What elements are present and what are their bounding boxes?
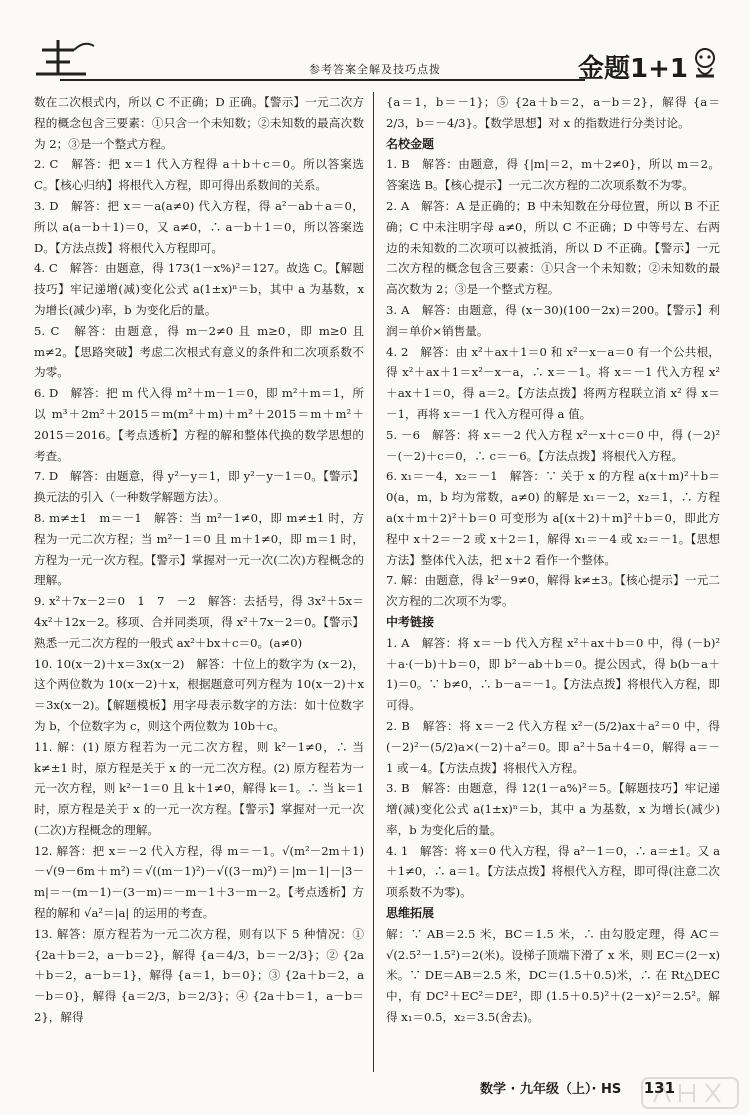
section-heading: 名校金题 <box>386 136 435 151</box>
answer-paragraph: 4. 2 解答：由 x²＋ax＋1＝0 和 x²－x－a＝0 有一个公共根，得 x²＋ax＋1＝x²－x－a，∴ x＝－1。将 x＝－1 代入方程 x²＋ax＋1＝0，得 a＝2。【方法点拨】将两方程联立消 x² 得 x＝－1，再将 x＝－1 代入方程可得 a 值。 <box>386 344 720 421</box>
answer-paragraph: 2. A 解答：A 是正确的；B 中未知数在分母位置，所以 B 不正确；C 中未注明字母 a≠0，所以 C 不正确；D 中等号左、右两边的未知数的二次项可以被抵消，所以 D 不正确。【警示】一元二次方程的概念包含三要素：①只含一个未知数；②未知数的最高次数为 2；③是一个整式方程。 <box>386 198 720 297</box>
page-header <box>0 0 750 86</box>
column-divider <box>373 92 374 1072</box>
footer-subject: 数学 · 九年级（上）· HS <box>480 1082 622 1097</box>
answer-paragraph: {a＝1，b＝－1}；⑤ {2a＋b＝2，a－b＝2}，解得 {a＝2/3，b＝－4/3}。【数学思想】对 x 的指数进行分类讨论。 <box>386 95 720 130</box>
answer-paragraph: 2. B 解答：将 x＝－2 代入方程 x²－(5/2)ax＋a²＝0 中，得 (－2)²－(5/2)a×(－2)＋a²＝0。即 a²＋5a＋4＝0，解得 a＝－1 或－4。【方法点拨】将根代入方程。 <box>386 718 720 775</box>
mascot-icon <box>690 46 720 82</box>
section-heading: 思维拓展 <box>386 906 435 921</box>
answer-paragraph: 1. A 解答：将 x＝－b 代入方程 x²＋ax＋b＝0 中，得 (－b)²＋a·(－b)＋b＝0，即 b²－ab＋b＝0。提公因式，得 b(b－a＋1)＝0。∵ b≠0，∴ b－a＝－1。【方法点拨】将根代入方程，即可得。 <box>386 635 720 713</box>
answer-paragraph: 1. B 解答：由题意，得 {|m|＝2，m＋2≠0}，所以 m＝2。答案选 B。【核心提示】一元二次方程的二次项系数不为零。 <box>386 157 720 193</box>
answer-paragraph: 10. 10(x－2)＋x＝3x(x－2) 解答：十位上的数字为 (x－2)，这个两位数为 10(x－2)＋x，根据题意可列方程为 10(x－2)＋x＝3x(x－2)。【解题模板】用字母表示数字的方法：如十位数字为 b，个位数字为 c，则这个两位数为 10b＋c。 <box>34 656 364 733</box>
answer-paragraph: 解：∵ AB＝2.5 米，BC＝1.5 米，∴ 由勾股定理，得 AC＝√(2.5²－1.5²)＝2(米)。设梯子顶端下滑了 x 米，则 EC＝(2－x)米。∵ DE＝AB＝2.5 米，DC＝(1.5＋0.5)米，∴ 在 Rt△DEC 中，有 DC²＋EC²＝DE²，即 (1.5＋0.5)²＋(2－x)²＝2.5²。解得 x₁＝0.5，x₂＝3.5(舍去)。 <box>386 926 721 1025</box>
answer-paragraph: 4. C 解答：由题意，得 173(1－x%)²＝127。故选 C。【解题技巧】牢记递增(减)变化公式 a(1±x)ⁿ＝b，其中 a 为基数，x 为增长(减少)率，b 为变化后的量。 <box>34 261 364 317</box>
left-column <box>34 92 364 1028</box>
answer-paragraph: 8. m≠±1 m＝－1 解答：当 m²－1≠0，即 m≠±1 时，方程为一元二次方程；当 m²－1＝0 且 m＋1≠0，即 m＝1 时，方程为一元一次方程。【警示】掌握对一元一次(二次)方程概念的理解。 <box>34 510 364 588</box>
answer-paragraph: 11. 解：(1) 原方程若为一元二次方程，则 k²－1≠0，∴ 当 k≠±1 时，原方程是关于 x 的一元二次方程。(2) 原方程若为一元一次方程，则 k²－1＝0 且 k＋1≠0，解得 k＝1。∴ 当 k＝1 时，原方程是关于 x 的一元一次方程。【警示】掌握对一元一次(二次)方程概念的理解。 <box>34 739 364 837</box>
answer-paragraph: 数在二次根式内，所以 C 不正确；D 正确。【警示】一元二次方程的概念包含三要素：①只含一个未知数；②未知数的最高次数为 2；③是一个整式方程。 <box>34 95 364 151</box>
answer-paragraph: 9. x²＋7x－2＝0 1 7 －2 解答：去括号，得 3x²＋5x＝4x²＋12x－2。移项、合并同类项，得 x²＋7x－2＝0。【警示】熟悉一元二次方程的一般式 ax²＋bx＋c＝0。(a≠0) <box>34 594 364 650</box>
answer-paragraph: 7. D 解答：由题意，得 y²－y＝1，即 y²－y－1＝0。【警示】换元法的引入（一种数学解题方法）。 <box>34 469 364 505</box>
answer-paragraph: 6. x₁＝－4，x₂＝－1 解答：∵ 关于 x 的方程 a(x＋m)²＋b＝0(a，m，b 均为常数，a≠0) 的解是 x₁＝－2，x₂＝1，∴ 方程 a(x＋m＋2)²＋b＝0 可变形为 a[(x＋2)＋m]²＋b＝0，即此方程中 x＋2＝－2 或 x＋2＝1，解得 x₁＝－4 或 x₂＝－1。【思想方法】整体代入法，把 x＋2 看作一个整体。 <box>386 469 720 567</box>
answer-paragraph: 13. 解答：原方程若为一元二次方程，则有以下 5 种情况：① {2a＋b＝2，a－b＝2}，解得 {a＝4/3，b＝－2/3}；② {2a＋b＝2，a－b＝1}，解得 {a＝1，b＝0}；③ {2a＋b＝2，a－b＝0}，解得 {a＝2/3，b＝2/3}；④ {2a＋b＝1，a－b＝2}，解得 <box>34 926 364 1025</box>
answer-paragraph: 3. B 解答：由题意，得 12(1－a%)²＝5。【解题技巧】牢记递增(减)变化公式 a(1±x)ⁿ＝b，其中 a 为基数，x 为增长(减少)率，b 为变化后的量。 <box>386 781 720 837</box>
answer-paragraph: 3. D 解答：把 x＝－a(a≠0) 代入方程，得 a²－ab＋a＝0，所以 a(a－b＋1)＝0，又 a≠0，∴ a－b＋1＝0，所以答案选 D。【方法点拨】将根代入方程即可。 <box>34 198 364 255</box>
page-number: 131 <box>643 1079 676 1097</box>
watermark-icon <box>640 1074 740 1112</box>
answer-paragraph: 6. D 解答：把 m 代入得 m²＋m－1＝0，即 m²＋m＝1，所以 m³＋2m²＋2015＝m(m²＋m)＋m²＋2015＝m＋m²＋2015＝2016。【考点透析】方程的解和整体代换的数学思想的考查。 <box>34 386 364 463</box>
answer-paragraph: 4. 1 解答：将 x＝0 代入方程，得 a²－1＝0，∴ a＝±1。又 a＋1≠0，∴ a＝1。【方法点拨】将根代入方程，即可得(注意二次项系数不为零)。 <box>386 843 720 900</box>
right-column <box>386 92 720 1028</box>
answer-paragraph: 2. C 解答：把 x＝1 代入方程得 a＋b＋c＝0。所以答案选 C。【核心归纳】将根代入方程，即可得出系数间的关系。 <box>34 157 364 193</box>
brand-logo: 金题1+1 <box>578 54 688 84</box>
header-rule <box>60 79 585 81</box>
answer-paragraph: 12. 解答：把 x＝－2 代入方程，得 m＝－1。√(m²－2m＋1)－√(9－6m＋m²)＝√((m－1)²)－√((3－m)²)＝|m－1|－|3－m|＝－(m－1)－(3－m)＝－m－1＋3－m－2。【考点透析】方程的解和 √a²＝|a| 的运用的考查。 <box>34 843 364 921</box>
section-heading: 中考链接 <box>386 614 435 629</box>
answer-paragraph: 5. C 解答：由题意，得 m－2≠0 且 m≥0，即 m≥0 且 m≠2。【思路突破】考虑二次根式有意义的条件和二次项系数不为零。 <box>34 323 364 380</box>
header-title: 参考答案全解及技巧点拨 <box>309 63 441 76</box>
answer-paragraph: 7. 解：由题意，得 k²－9≠0，解得 k≠±3。【核心提示】一元二次方程的二次项不为零。 <box>386 573 720 609</box>
answer-paragraph: 3. A 解答：由题意，得 (x－30)(100－2x)＝200。【警示】利润＝单价×销售量。 <box>386 302 720 338</box>
answer-paragraph: 5. －6 解答：将 x＝－2 代入方程 x²－x＋c＝0 中，得 (－2)²－(－2)＋c＝0，∴ c＝－6。【方法点拨】将根代入方程。 <box>386 427 720 463</box>
